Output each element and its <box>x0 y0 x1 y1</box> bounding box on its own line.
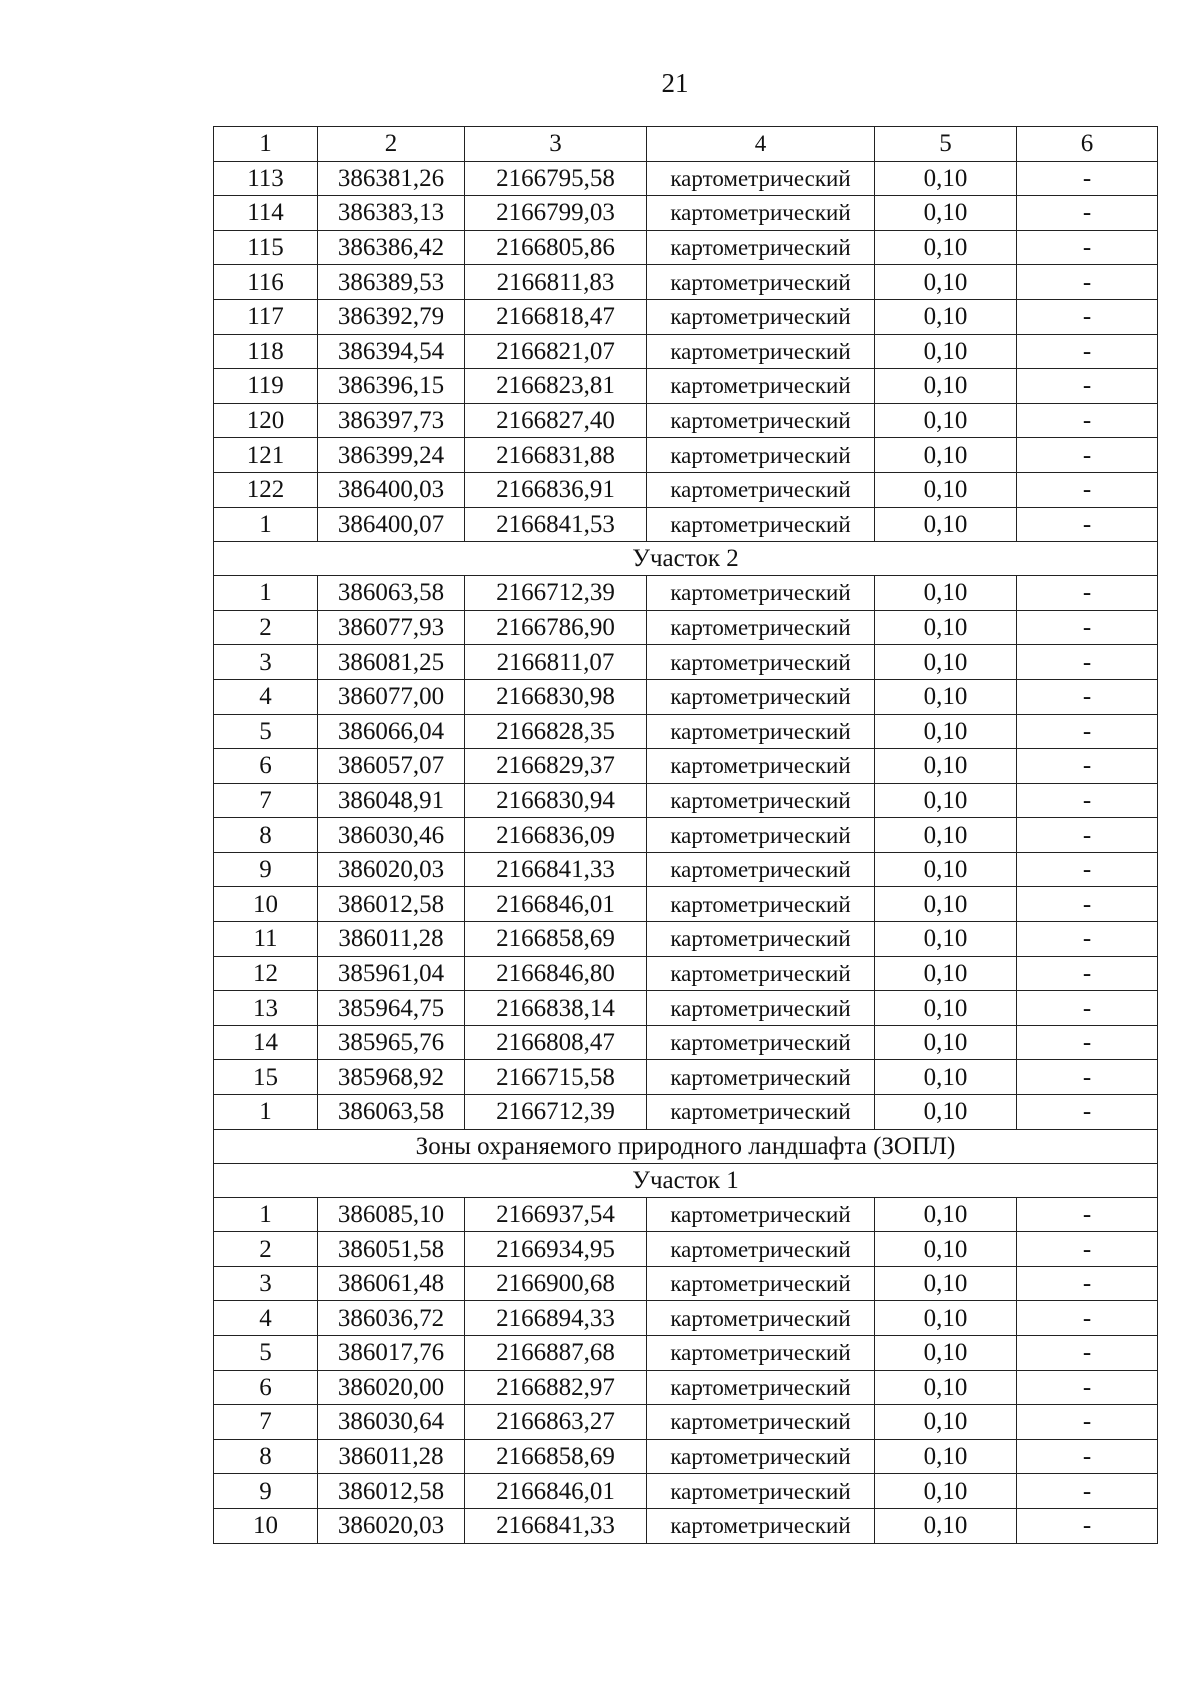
y-coordinate: 2166831,88 <box>465 438 647 473</box>
x-coordinate: 386081,25 <box>318 645 465 680</box>
table-row <box>214 1025 1158 1060</box>
section-title: Участок 1 <box>214 1163 1158 1197</box>
accuracy: 0,10 <box>875 1025 1017 1060</box>
point-number: 9 <box>214 1474 318 1509</box>
x-coordinate: 386020,03 <box>318 852 465 887</box>
x-coordinate: 386396,15 <box>318 369 465 404</box>
table-row <box>214 1474 1158 1509</box>
x-coordinate: 385968,92 <box>318 1060 465 1095</box>
section-title: Зоны охраняемого природного ландшафта (ЗОПЛ) <box>214 1129 1158 1163</box>
x-coordinate: 386397,73 <box>318 403 465 438</box>
accuracy: 0,10 <box>875 679 1017 714</box>
note: - <box>1017 610 1158 645</box>
method: картометрический <box>647 1266 875 1301</box>
point-number: 2 <box>214 1232 318 1267</box>
y-coordinate: 2166827,40 <box>465 403 647 438</box>
accuracy: 0,10 <box>875 438 1017 473</box>
note: - <box>1017 1095 1158 1130</box>
table-row <box>214 714 1158 749</box>
x-coordinate: 386392,79 <box>318 299 465 334</box>
method: картометрический <box>647 1095 875 1130</box>
y-coordinate: 2166799,03 <box>465 196 647 231</box>
method: картометрический <box>647 956 875 991</box>
column-header: 3 <box>465 127 647 162</box>
note: - <box>1017 1060 1158 1095</box>
point-number: 118 <box>214 334 318 369</box>
y-coordinate: 2166836,91 <box>465 472 647 507</box>
note: - <box>1017 1025 1158 1060</box>
method: картометрический <box>647 1197 875 1232</box>
accuracy: 0,10 <box>875 507 1017 542</box>
y-coordinate: 2166887,68 <box>465 1336 647 1371</box>
point-number: 4 <box>214 679 318 714</box>
note: - <box>1017 852 1158 887</box>
accuracy: 0,10 <box>875 1095 1017 1130</box>
method: картометрический <box>647 507 875 542</box>
x-coordinate: 386030,64 <box>318 1405 465 1440</box>
y-coordinate: 2166818,47 <box>465 299 647 334</box>
x-coordinate: 386057,07 <box>318 749 465 784</box>
method: картометрический <box>647 852 875 887</box>
point-number: 5 <box>214 714 318 749</box>
point-number: 116 <box>214 265 318 300</box>
x-coordinate: 385965,76 <box>318 1025 465 1060</box>
column-header: 6 <box>1017 127 1158 162</box>
y-coordinate: 2166846,01 <box>465 887 647 922</box>
table-row <box>214 1197 1158 1232</box>
method: картометрический <box>647 1060 875 1095</box>
x-coordinate: 386011,28 <box>318 1439 465 1474</box>
table-row <box>214 1266 1158 1301</box>
x-coordinate: 385961,04 <box>318 956 465 991</box>
point-number: 6 <box>214 749 318 784</box>
method: картометрический <box>647 576 875 611</box>
y-coordinate: 2166894,33 <box>465 1301 647 1336</box>
point-number: 1 <box>214 1095 318 1130</box>
point-number: 7 <box>214 1405 318 1440</box>
x-coordinate: 385964,75 <box>318 991 465 1026</box>
table-row <box>214 299 1158 334</box>
x-coordinate: 386011,28 <box>318 922 465 957</box>
method: картометрический <box>647 1025 875 1060</box>
accuracy: 0,10 <box>875 783 1017 818</box>
x-coordinate: 386400,03 <box>318 472 465 507</box>
note: - <box>1017 714 1158 749</box>
table-row <box>214 403 1158 438</box>
table-row <box>214 1232 1158 1267</box>
accuracy: 0,10 <box>875 161 1017 196</box>
table-row <box>214 922 1158 957</box>
method: картометрический <box>647 1232 875 1267</box>
note: - <box>1017 956 1158 991</box>
note: - <box>1017 1405 1158 1440</box>
accuracy: 0,10 <box>875 1336 1017 1371</box>
x-coordinate: 386012,58 <box>318 887 465 922</box>
x-coordinate: 386063,58 <box>318 576 465 611</box>
table-row <box>214 334 1158 369</box>
accuracy: 0,10 <box>875 265 1017 300</box>
method: картометрический <box>647 714 875 749</box>
point-number: 1 <box>214 507 318 542</box>
accuracy: 0,10 <box>875 610 1017 645</box>
note: - <box>1017 403 1158 438</box>
table-row <box>214 230 1158 265</box>
note: - <box>1017 196 1158 231</box>
x-coordinate: 386077,93 <box>318 610 465 645</box>
accuracy: 0,10 <box>875 403 1017 438</box>
note: - <box>1017 749 1158 784</box>
x-coordinate: 386061,48 <box>318 1266 465 1301</box>
method: картометрический <box>647 818 875 853</box>
point-number: 115 <box>214 230 318 265</box>
y-coordinate: 2166808,47 <box>465 1025 647 1060</box>
accuracy: 0,10 <box>875 230 1017 265</box>
accuracy: 0,10 <box>875 369 1017 404</box>
x-coordinate: 386017,76 <box>318 1336 465 1371</box>
y-coordinate: 2166795,58 <box>465 161 647 196</box>
note: - <box>1017 783 1158 818</box>
method: картометрический <box>647 991 875 1026</box>
x-coordinate: 386020,00 <box>318 1370 465 1405</box>
note: - <box>1017 1232 1158 1267</box>
x-coordinate: 386036,72 <box>318 1301 465 1336</box>
page-number: 21 <box>661 68 689 98</box>
y-coordinate: 2166838,14 <box>465 991 647 1026</box>
accuracy: 0,10 <box>875 299 1017 334</box>
table-row <box>214 438 1158 473</box>
note: - <box>1017 1439 1158 1474</box>
table-row <box>214 472 1158 507</box>
accuracy: 0,10 <box>875 1197 1017 1232</box>
point-number: 120 <box>214 403 318 438</box>
note: - <box>1017 1508 1158 1543</box>
note: - <box>1017 818 1158 853</box>
table-row <box>214 749 1158 784</box>
point-number: 13 <box>214 991 318 1026</box>
accuracy: 0,10 <box>875 472 1017 507</box>
table-row <box>214 576 1158 611</box>
note: - <box>1017 334 1158 369</box>
method: картометрический <box>647 783 875 818</box>
note: - <box>1017 679 1158 714</box>
method: картометрический <box>647 887 875 922</box>
accuracy: 0,10 <box>875 1405 1017 1440</box>
method: картометрический <box>647 265 875 300</box>
method: картометрический <box>647 1439 875 1474</box>
x-coordinate: 386381,26 <box>318 161 465 196</box>
point-number: 4 <box>214 1301 318 1336</box>
y-coordinate: 2166858,69 <box>465 1439 647 1474</box>
y-coordinate: 2166841,53 <box>465 507 647 542</box>
y-coordinate: 2166715,58 <box>465 1060 647 1095</box>
note: - <box>1017 507 1158 542</box>
point-number: 12 <box>214 956 318 991</box>
accuracy: 0,10 <box>875 1060 1017 1095</box>
table-row <box>214 645 1158 680</box>
x-coordinate: 386051,58 <box>318 1232 465 1267</box>
point-number: 3 <box>214 1266 318 1301</box>
note: - <box>1017 1474 1158 1509</box>
x-coordinate: 386386,42 <box>318 230 465 265</box>
y-coordinate: 2166811,07 <box>465 645 647 680</box>
x-coordinate: 386399,24 <box>318 438 465 473</box>
accuracy: 0,10 <box>875 1370 1017 1405</box>
note: - <box>1017 161 1158 196</box>
y-coordinate: 2166846,80 <box>465 956 647 991</box>
section-header-row <box>214 1163 1158 1197</box>
note: - <box>1017 265 1158 300</box>
x-coordinate: 386394,54 <box>318 334 465 369</box>
point-number: 5 <box>214 1336 318 1371</box>
accuracy: 0,10 <box>875 1474 1017 1509</box>
x-coordinate: 386020,03 <box>318 1508 465 1543</box>
method: картометрический <box>647 1474 875 1509</box>
column-header: 5 <box>875 127 1017 162</box>
table-row <box>214 1405 1158 1440</box>
note: - <box>1017 230 1158 265</box>
point-number: 7 <box>214 783 318 818</box>
method: картометрический <box>647 196 875 231</box>
y-coordinate: 2166811,83 <box>465 265 647 300</box>
point-number: 11 <box>214 922 318 957</box>
y-coordinate: 2166830,94 <box>465 783 647 818</box>
section-header-row <box>214 1129 1158 1163</box>
note: - <box>1017 472 1158 507</box>
y-coordinate: 2166858,69 <box>465 922 647 957</box>
y-coordinate: 2166882,97 <box>465 1370 647 1405</box>
note: - <box>1017 645 1158 680</box>
y-coordinate: 2166830,98 <box>465 679 647 714</box>
note: - <box>1017 438 1158 473</box>
accuracy: 0,10 <box>875 956 1017 991</box>
column-header: 1 <box>214 127 318 162</box>
section-header-row <box>214 542 1158 576</box>
point-number: 1 <box>214 1197 318 1232</box>
x-coordinate: 386383,13 <box>318 196 465 231</box>
y-coordinate: 2166712,39 <box>465 576 647 611</box>
x-coordinate: 386030,46 <box>318 818 465 853</box>
coordinates-table <box>213 126 1158 1544</box>
table-row <box>214 1095 1158 1130</box>
note: - <box>1017 1370 1158 1405</box>
section-title: Участок 2 <box>214 542 1158 576</box>
accuracy: 0,10 <box>875 1439 1017 1474</box>
point-number: 6 <box>214 1370 318 1405</box>
point-number: 14 <box>214 1025 318 1060</box>
y-coordinate: 2166863,27 <box>465 1405 647 1440</box>
point-number: 121 <box>214 438 318 473</box>
method: картометрический <box>647 749 875 784</box>
point-number: 122 <box>214 472 318 507</box>
accuracy: 0,10 <box>875 1508 1017 1543</box>
point-number: 1 <box>214 576 318 611</box>
y-coordinate: 2166846,01 <box>465 1474 647 1509</box>
point-number: 3 <box>214 645 318 680</box>
table-row <box>214 1301 1158 1336</box>
y-coordinate: 2166786,90 <box>465 610 647 645</box>
y-coordinate: 2166805,86 <box>465 230 647 265</box>
x-coordinate: 386400,07 <box>318 507 465 542</box>
table-row <box>214 991 1158 1026</box>
method: картометрический <box>647 299 875 334</box>
table-row <box>214 887 1158 922</box>
table-row <box>214 1508 1158 1543</box>
point-number: 114 <box>214 196 318 231</box>
table-row <box>214 1439 1158 1474</box>
y-coordinate: 2166841,33 <box>465 852 647 887</box>
table-row <box>214 818 1158 853</box>
method: картометрический <box>647 1508 875 1543</box>
table-row <box>214 1370 1158 1405</box>
x-coordinate: 386048,91 <box>318 783 465 818</box>
accuracy: 0,10 <box>875 1301 1017 1336</box>
table-row <box>214 852 1158 887</box>
table-row <box>214 196 1158 231</box>
table-row <box>214 507 1158 542</box>
method: картометрический <box>647 1370 875 1405</box>
accuracy: 0,10 <box>875 334 1017 369</box>
accuracy: 0,10 <box>875 922 1017 957</box>
accuracy: 0,10 <box>875 991 1017 1026</box>
point-number: 2 <box>214 610 318 645</box>
method: картометрический <box>647 369 875 404</box>
accuracy: 0,10 <box>875 714 1017 749</box>
table-row <box>214 956 1158 991</box>
method: картометрический <box>647 230 875 265</box>
y-coordinate: 2166937,54 <box>465 1197 647 1232</box>
point-number: 10 <box>214 1508 318 1543</box>
accuracy: 0,10 <box>875 1232 1017 1267</box>
point-number: 117 <box>214 299 318 334</box>
method: картометрический <box>647 334 875 369</box>
y-coordinate: 2166712,39 <box>465 1095 647 1130</box>
method: картометрический <box>647 645 875 680</box>
accuracy: 0,10 <box>875 576 1017 611</box>
point-number: 9 <box>214 852 318 887</box>
table-row <box>214 265 1158 300</box>
y-coordinate: 2166836,09 <box>465 818 647 853</box>
note: - <box>1017 1301 1158 1336</box>
x-coordinate: 386085,10 <box>318 1197 465 1232</box>
y-coordinate: 2166841,33 <box>465 1508 647 1543</box>
note: - <box>1017 1266 1158 1301</box>
table-row <box>214 679 1158 714</box>
note: - <box>1017 576 1158 611</box>
method: картометрический <box>647 679 875 714</box>
table-row <box>214 369 1158 404</box>
x-coordinate: 386066,04 <box>318 714 465 749</box>
table-row <box>214 783 1158 818</box>
x-coordinate: 386012,58 <box>318 1474 465 1509</box>
method: картометрический <box>647 1301 875 1336</box>
y-coordinate: 2166829,37 <box>465 749 647 784</box>
method: картометрический <box>647 610 875 645</box>
note: - <box>1017 369 1158 404</box>
note: - <box>1017 922 1158 957</box>
method: картометрический <box>647 1336 875 1371</box>
method: картометрический <box>647 922 875 957</box>
accuracy: 0,10 <box>875 749 1017 784</box>
y-coordinate: 2166823,81 <box>465 369 647 404</box>
point-number: 113 <box>214 161 318 196</box>
accuracy: 0,10 <box>875 852 1017 887</box>
method: картометрический <box>647 1405 875 1440</box>
accuracy: 0,10 <box>875 1266 1017 1301</box>
note: - <box>1017 991 1158 1026</box>
y-coordinate: 2166821,07 <box>465 334 647 369</box>
y-coordinate: 2166828,35 <box>465 714 647 749</box>
column-header: 2 <box>318 127 465 162</box>
method: картометрический <box>647 403 875 438</box>
point-number: 15 <box>214 1060 318 1095</box>
y-coordinate: 2166934,95 <box>465 1232 647 1267</box>
point-number: 8 <box>214 1439 318 1474</box>
method: картометрический <box>647 472 875 507</box>
accuracy: 0,10 <box>875 887 1017 922</box>
x-coordinate: 386077,00 <box>318 679 465 714</box>
column-header: 4 <box>647 127 875 162</box>
accuracy: 0,10 <box>875 645 1017 680</box>
point-number: 10 <box>214 887 318 922</box>
note: - <box>1017 887 1158 922</box>
method: картометрический <box>647 438 875 473</box>
note: - <box>1017 1197 1158 1232</box>
accuracy: 0,10 <box>875 818 1017 853</box>
x-coordinate: 386063,58 <box>318 1095 465 1130</box>
note: - <box>1017 299 1158 334</box>
note: - <box>1017 1336 1158 1371</box>
method: картометрический <box>647 161 875 196</box>
table-row <box>214 1060 1158 1095</box>
table-row <box>214 1336 1158 1371</box>
table-row <box>214 161 1158 196</box>
table-row <box>214 610 1158 645</box>
x-coordinate: 386389,53 <box>318 265 465 300</box>
accuracy: 0,10 <box>875 196 1017 231</box>
table-header-row <box>214 127 1158 162</box>
point-number: 119 <box>214 369 318 404</box>
point-number: 8 <box>214 818 318 853</box>
y-coordinate: 2166900,68 <box>465 1266 647 1301</box>
